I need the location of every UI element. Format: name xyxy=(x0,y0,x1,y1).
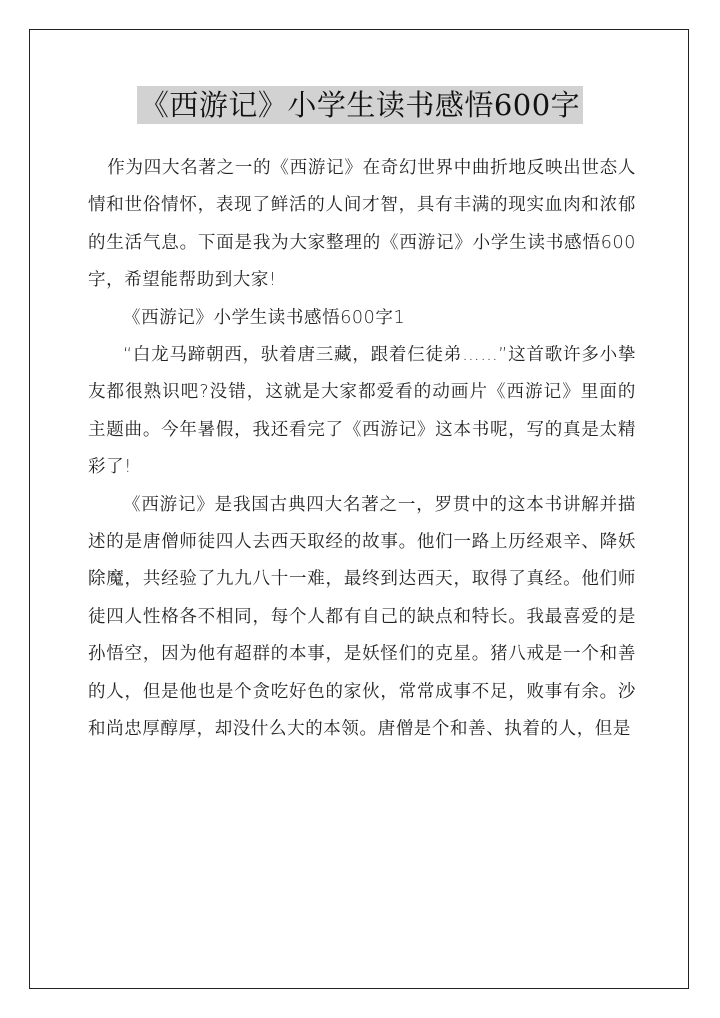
title-container xyxy=(0,86,720,124)
body-paragraph: 《西游记》是我国古典四大名著之一，罗贯中的这本书讲解并描述的是唐僧师徒四人去西天取经的故事。他们一路上历经艰辛、降妖除魔，共经验了九九八十一难，最终到达西天，取得了真经。他们师徒四人性格各不相同，每个人都有自己的缺点和特长。我最喜爱的是孙悟空，因为他有超群的本事，是妖怪们的克星。猪八戒是一个和善的人，但是他也是个贪吃好色的家伙，常常成事不足，败事有余。沙和尚忠厚醇厚，却没什么大的本领。唐僧是个和善、执着的人，但是 xyxy=(88,494,636,740)
document-body xyxy=(88,150,636,749)
body-paragraph: “白龙马蹄朝西，驮着唐三藏，跟着仨徒弟……”这首歌许多小挚友都很熟识吧?没错，这就是大家都爱看的动画片《西游记》里面的主题曲。今年暑假，我还看完了《西游记》这本书呢，写的真是太精彩了! xyxy=(88,345,636,478)
section-heading: 《西游记》小学生读书感悟600字1 xyxy=(123,307,406,328)
intro-paragraph: 作为四大名著之一的《西游记》在奇幻世界中曲折地反映出世态人情和世俗情怀，表现了鲜活的人间才智，具有丰满的现实血肉和浓郁的生活气息。下面是我为大家整理的《西游记》小学生读书感悟600字，希望能帮助到大家! xyxy=(88,158,636,291)
document-title: 《西游记》小学生读书感悟600字 xyxy=(137,86,583,124)
